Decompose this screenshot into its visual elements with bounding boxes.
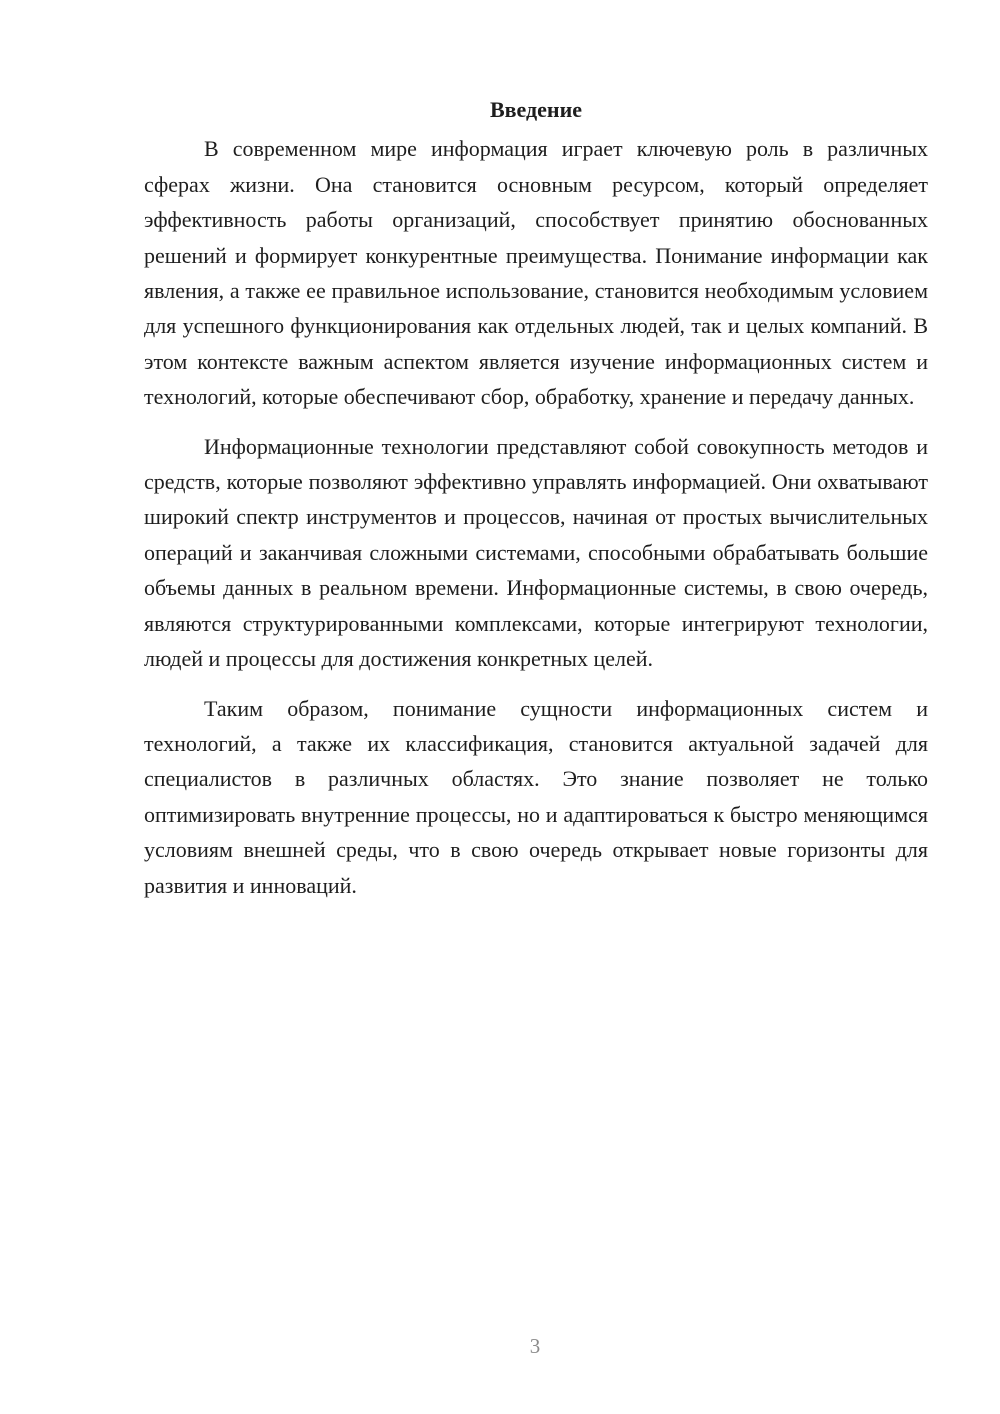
page-number: 3 bbox=[529, 1334, 541, 1358]
document-body bbox=[144, 92, 928, 917]
paragraph-1: В современном мире информация играет ключевую роль в различных сферах жизни. Она становится основным ресурсом, который определяет эффективность работы организаций, способствует принятию обоснованных решений и формирует конкурентные преимущества. Понимание информации как явления, а также ее правильное использование, становится необходимым условием для успешного функционирования как отдельных людей, так и целых компаний. В этом контексте важным аспектом является изучение информационных систем и технологий, которые обеспечивают сбор, обработку, хранение и передачу данных. bbox=[144, 136, 928, 410]
page-title: Введение bbox=[489, 97, 583, 122]
paragraph-2: Информационные технологии представляют собой совокупность методов и средств, которые позволяют эффективно управлять информацией. Они охватывают широкий спектр инструментов и процессов, начиная от простых вычислительных операций и заканчивая сложными системами, способными обрабатывать большие объемы данных в реальном времени. Информационные системы, в свою очередь, являются структурированными комплексами, которые интегрируют технологии, людей и процессы для достижения конкретных целей. bbox=[144, 433, 928, 672]
paragraph-3: Таким образом, понимание сущности информационных систем и технологий, а также их классификация, становится актуальной задачей для специалистов в различных областях. Это знание позволяет не только оптимизировать внутренние процессы, но и адаптироваться к быстро меняющимся условиям внешней среды, что в свою очередь открывает новые горизонты для развития и инноваций. bbox=[144, 695, 928, 898]
